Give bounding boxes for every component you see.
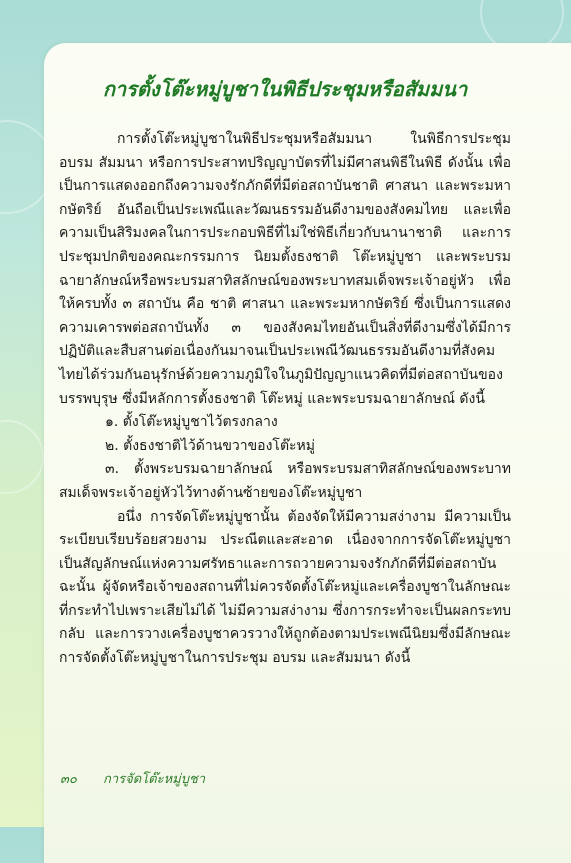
list-item: ๓. ตั้งพระบรมฉายาลักษณ์ หรือพระบรมสาทิสลักษณ์ของพระบาทสมเด็จพระเจ้าอยู่หัวไว้ทางด้านซ้ายของโต๊ะหมู่บูชา	[59, 461, 511, 501]
list-item: ๑. ตั้งโต๊ะหมู่บูชาไว้ตรงกลาง	[105, 414, 278, 431]
page-footer	[60, 768, 360, 788]
closing-paragraph: อนึ่ง การจัดโต๊ะหมู่บูชานั้น ต้องจัดให้มีความสง่างาม มีความเป็นระเบียบเรียบร้อยสวยงาม ประณีตและสะอาด เนื่องจากการจัดโต๊ะหมู่บูชาเป็นสัญลักษณ์แห่งความศรัทธาและการถวายความจงรักภักดีที่มีต่อสถาบัน ฉะนั้น ผู้จัดหรือเจ้าของสถานที่ไม่ควรจัดตั้งโต๊ะหมู่และเครื่องบูชาในลักษณะที่กระทำไปเพราะเสียไม่ได้ ไม่มีความสง่างาม ซึ่งการกระทำจะเป็นผลกระทบกลับ และการวางเครื่องบูชาควรวางให้ถูกต้องตามประเพณีนิยมซึ่งมีลักษณะการจัดตั้งโต๊ะหมู่บูชาในการประชุม อบรม และสัมมนา ดังนี้	[59, 508, 511, 667]
decorative-swirl	[0, 420, 44, 494]
running-title: การจัดโต๊ะหมู่บูชา	[102, 772, 206, 787]
body-text	[59, 128, 511, 671]
list-item: ๒. ตั้งธงชาติไว้ด้านขวาของโต๊ะหมู่	[105, 437, 316, 454]
page-title: การตั้งโต๊ะหมู่บูชาในพิธีประชุมหรือสัมมนา	[102, 77, 468, 101]
intro-paragraph: การตั้งโต๊ะหมู่บูชาในพิธีประชุมหรือสัมมนา ในพิธีการประชุม อบรม สัมมนา หรือการประสาทปริญญาบัตรที่ไม่มีศาสนพิธีในพิธี ดังนั้น เพื่อเป็นการแสดงออกถึงความจงรักภักดีที่มีต่อสถาบันชาติ ศาสนา และพระมหากษัตริย์ อันถือเป็นประเพณีและวัฒนธรรมอันดีงามของสังคมไทย และเพื่อความเป็นสิริมงคลในการประกอบพิธีที่ไม่ใช่พิธีเกี่ยวกับนานาชาติ และการประชุมปกติของคณะกรรมการ นิยมตั้งธงชาติ โต๊ะหมู่บูชา และพระบรมฉายาลักษณ์หรือพระบรมสาทิสลักษณ์ของพระบาทสมเด็จพระเจ้าอยู่หัว เพื่อให้ครบทั้ง ๓ สถาบัน คือ ชาติ ศาสนา และพระมหากษัตริย์ ซึ่งเป็นการแสดงความเคารพต่อสถาบันทั้ง ๓ ของสังคมไทยอันเป็นสิ่งที่ดีงามซึ่งได้มีการปฏิบัติและสืบสานต่อเนื่องกันมาจนเป็นประเพณีวัฒนธรรมอันดีงามที่สังคมไทยได้ร่วมกันอนุรักษ์ด้วยความภูมิใจในภูมิปัญญาแนวคิดที่มีต่อสถาบันของบรรพบุรุษ ซึ่งมีหลักการตั้งธงชาติ โต๊ะหมู่ และพระบรมฉายาลักษณ์ ดังนี้	[59, 131, 511, 407]
page-number: ๓๐	[60, 772, 77, 787]
